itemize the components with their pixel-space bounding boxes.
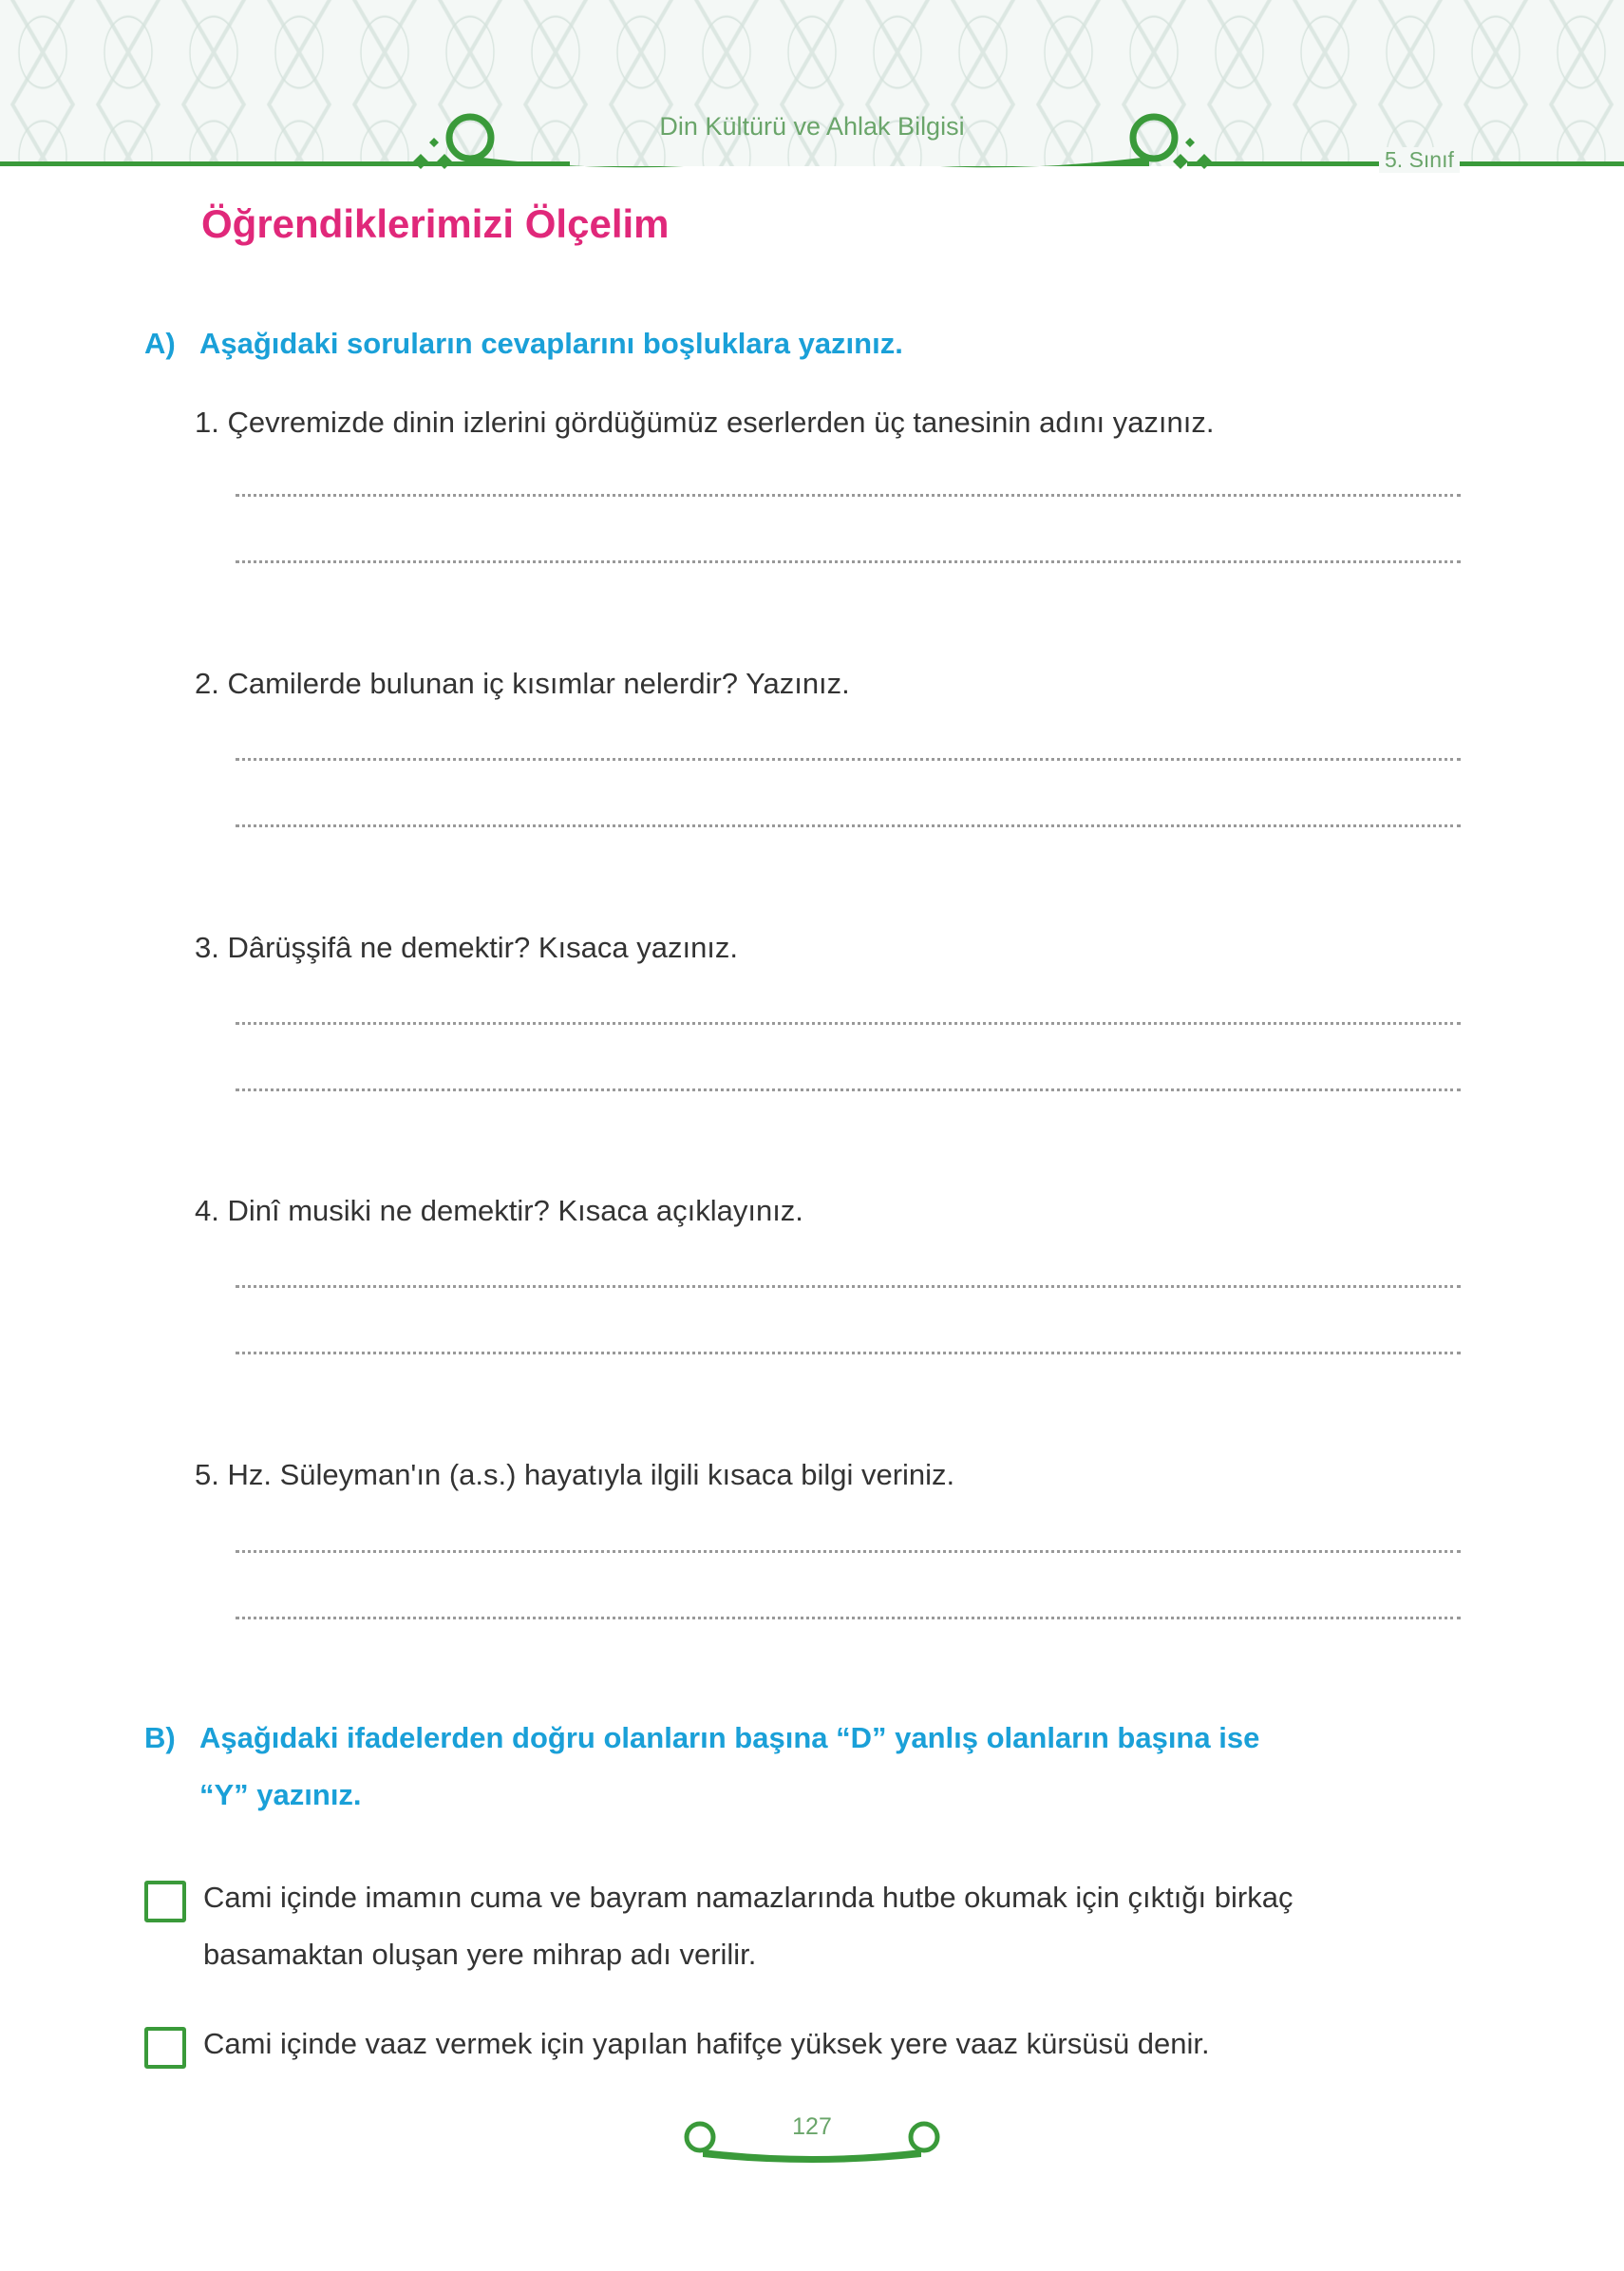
answer-line[interactable] (236, 494, 1461, 497)
question-1: 1. Çevremizde dinin izlerini gördüğümüz eserlerden üç tanesinin adını yazınız. (195, 406, 1215, 439)
answer-line[interactable] (236, 758, 1461, 761)
answer-line[interactable] (236, 1088, 1461, 1091)
answer-line[interactable] (236, 824, 1461, 827)
page-title: Öğrendiklerimizi Ölçelim (201, 201, 670, 246)
section-label: B) (144, 1721, 176, 1754)
section-b-heading (144, 1710, 1474, 1824)
answer-line[interactable] (236, 1285, 1461, 1288)
item-text: Cami içinde imamın cuma ve bayram namazlarında hutbe okumak için çıktığı birkaç (203, 1881, 1294, 1914)
item-text: Cami içinde vaaz vermek için yapılan hafifçe yüksek yere vaaz kürsüsü denir. (203, 2027, 1210, 2060)
page-number: 127 (792, 2113, 832, 2140)
question-4: 4. Dinî musiki ne demektir? Kısaca açıklayınız. (195, 1194, 803, 1227)
section-instruction: Aşağıdaki ifadelerden doğru olanların başına “D” yanlış olanların başına ise (199, 1721, 1260, 1754)
question-5: 5. Hz. Süleyman'ın (a.s.) hayatıyla ilgili kısaca bilgi veriniz. (195, 1458, 955, 1491)
grade-label: 5. Sınıf (1379, 147, 1460, 173)
question-3: 3. Dârüşşifâ ne demektir? Kısaca yazınız. (195, 931, 739, 964)
answer-checkbox[interactable] (144, 2027, 186, 2069)
question-2: 2. Camilerde bulunan iç kısımlar nelerdir? Yazınız. (195, 667, 850, 700)
true-false-item (144, 1869, 1483, 1983)
answer-checkbox[interactable] (144, 1881, 186, 1922)
answer-line[interactable] (236, 1352, 1461, 1354)
answer-line[interactable] (236, 560, 1461, 563)
section-instruction: Aşağıdaki soruların cevaplarını boşluklara yazınız. (199, 327, 903, 360)
answer-line[interactable] (236, 1550, 1461, 1553)
item-text: basamaktan oluşan yere mihrap adı verilir. (203, 1938, 757, 1971)
section-a-heading (144, 315, 1474, 372)
section-instruction-cont: “Y” yazınız. (199, 1778, 362, 1811)
true-false-item (144, 2016, 1483, 2072)
subject-name: Din Kültürü ve Ahlak Bilgisi (659, 112, 965, 141)
section-label: A) (144, 327, 176, 360)
answer-line[interactable] (236, 1617, 1461, 1619)
answer-line[interactable] (236, 1022, 1461, 1025)
